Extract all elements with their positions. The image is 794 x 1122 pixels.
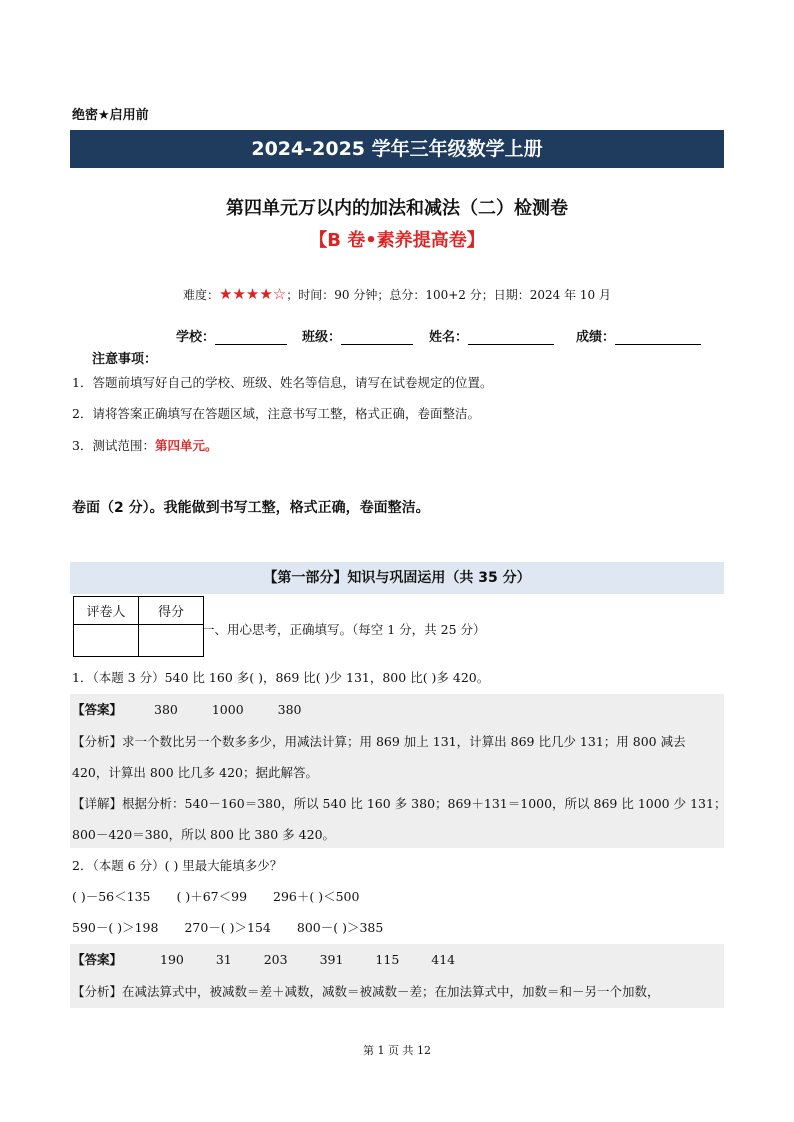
neatness-statement: 卷面（2 分）。我能做到书写工整，格式正确，卷面整洁。 (72, 500, 430, 516)
q2-row-2 (72, 918, 383, 936)
exam-subtitle: 【B 卷•素养提高卷】 (309, 230, 485, 251)
class-blank[interactable] (341, 330, 413, 345)
notice-item-2: 2．请将答案正确填写在答题区域，注意书写工整，格式正确，卷面整洁。 (72, 406, 480, 421)
test-scope: 第四单元。 (154, 438, 218, 453)
class-label: 班级： (302, 330, 342, 345)
q1-stem: 1．（本题 3 分）540 比 160 多( )，869 比( )少 131，800 比( )多 420。 (72, 670, 490, 685)
q2-answer (72, 950, 455, 968)
exam-title: 第四单元万以内的加法和减法（二）检测卷 (226, 198, 568, 219)
name-blank[interactable] (468, 330, 554, 345)
q2-item-5: 270－( )＞154 (184, 920, 271, 935)
score-label: 成绩： (576, 330, 616, 345)
q2-answer-6: 414 (431, 952, 456, 967)
q2-item-4: 590－( )＞198 (72, 920, 159, 935)
q1-analysis-line-1: 【分析】求一个数比另一个数多多少，用减法计算；用 869 加上 131，计算出 869 比几少 131；用 800 减去 (72, 734, 686, 749)
q1-answer-label: 【答案】 (72, 702, 123, 717)
difficulty-label: 难度： (182, 288, 219, 302)
q2-item-2: ( )＋67＜99 (176, 889, 248, 904)
name-field[interactable] (429, 326, 554, 345)
q1-analysis-line-2: 420，计算出 800 比几多 420；据此解答。 (72, 765, 318, 780)
name-label: 姓名： (429, 330, 469, 345)
q2-row-1 (72, 887, 359, 905)
q1-detail-line-1: 【详解】根据分析：540－160＝380，所以 540 比 160 多 380；869＋131＝1000，所以 869 比 1000 少 131； (72, 796, 727, 811)
q2-stem: 2．（本题 6 分）( ) 里最大能填多少？ (72, 858, 283, 873)
school-field[interactable] (176, 326, 287, 345)
notice-item-3 (72, 436, 217, 454)
q1-answer-3: 380 (277, 702, 302, 717)
q2-item-3: 296＋( )＜500 (273, 889, 360, 904)
score-cell[interactable] (139, 625, 204, 657)
filled-stars: ★★★★ (219, 285, 273, 303)
q1-detail-line-2: 800－420＝380，所以 800 比 380 多 420。 (72, 827, 336, 842)
q2-answer-1: 190 (160, 952, 184, 967)
school-blank[interactable] (215, 330, 287, 345)
section-1-bar: 【第一部分】知识与巩固运用（共 35 分） (70, 562, 724, 594)
q2-item-1: ( )－56＜135 (72, 889, 151, 904)
exam-meta-details: ；时间：90 分钟；总分：100+2 分；日期：2024 年 10 月 (286, 288, 611, 302)
q2-answer-4: 391 (319, 952, 344, 967)
grader-cell[interactable] (74, 625, 139, 657)
q1-answer-1: 380 (154, 702, 178, 717)
q1-answer (72, 700, 302, 718)
notice-item-3-prefix: 3．测试范围： (72, 438, 155, 453)
q2-answer-3: 203 (263, 952, 288, 967)
class-field[interactable] (302, 326, 413, 345)
empty-star: ☆ (272, 285, 287, 303)
notice-heading: 注意事项： (92, 352, 158, 367)
exam-banner: 2024-2025 学年三年级数学上册 (70, 130, 724, 168)
q1-answer-2: 1000 (211, 702, 244, 717)
q2-answer-label: 【答案】 (72, 952, 123, 967)
score-blank[interactable] (615, 330, 701, 345)
score-field[interactable] (576, 326, 701, 345)
exam-meta (0, 285, 794, 303)
score-header: 得分 (139, 597, 204, 625)
grader-table (73, 596, 204, 657)
school-label: 学校： (176, 330, 216, 345)
q2-answer-2: 31 (215, 952, 232, 967)
grader-header: 评卷人 (74, 597, 139, 625)
difficulty-stars-icon (219, 285, 286, 303)
section-1-heading: 一、用心思考，正确填写。（每空 1 分，共 25 分） (202, 622, 486, 637)
page-footer: 第 1 页 共 12 (363, 1044, 431, 1057)
notice-item-1: 1．答题前填写好自己的学校、班级、姓名等信息，请写在试卷规定的位置。 (72, 375, 493, 390)
confidential-label: 绝密★启用前 (72, 108, 149, 123)
q2-item-6: 800－( )＞385 (296, 920, 384, 935)
q2-answer-5: 115 (375, 952, 400, 967)
q2-analysis-line-1: 【分析】在减法算式中，被减数＝差＋减数，减数＝被减数－差；在加法算式中，加数＝和－另一个加数， (72, 984, 660, 999)
